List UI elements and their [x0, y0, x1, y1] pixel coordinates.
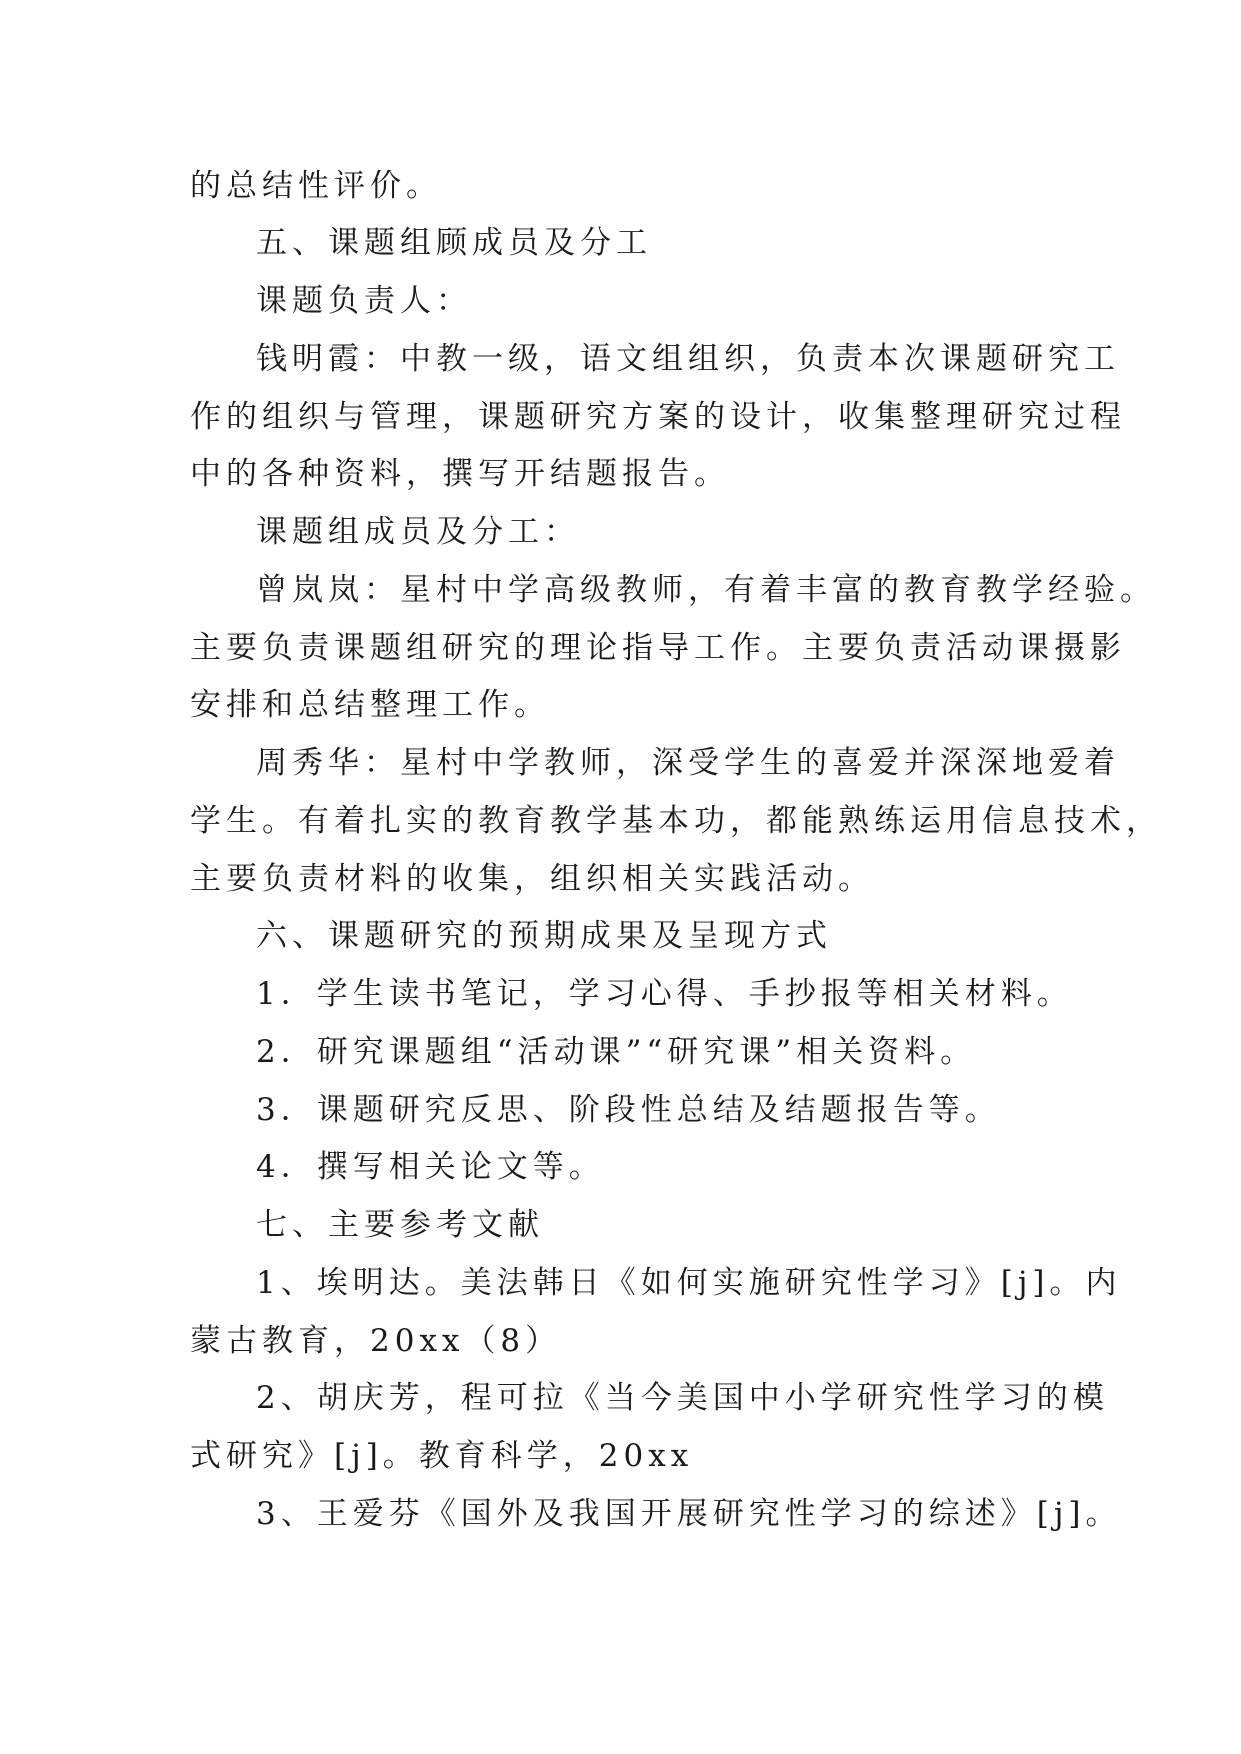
text-line: 中的各种资料，撰写开结题报告。	[190, 456, 730, 492]
text-line: 主要负责课题组研究的理论指导工作。主要负责活动课摄影	[190, 630, 1126, 666]
text-line: 主要负责材料的收集，组织相关实践活动。	[190, 861, 874, 897]
list-item: 2．研究课题组“活动课”“研究课”相关资料。	[256, 1034, 977, 1070]
section-heading: 七、主要参考文献	[256, 1207, 544, 1243]
reference-item: 1、埃明达。美法韩日《如何实施研究性学习》[j]。内	[256, 1265, 1122, 1301]
text-line: 周秀华：星村中学教师，深受学生的喜爱并深深地爱着	[256, 745, 1120, 781]
text-line: 学生。有着扎实的教育教学基本功，都能熟练运用信息技术，	[190, 803, 1162, 839]
text-line: 安排和总结整理工作。	[190, 687, 550, 723]
list-item: 4．撰写相关论文等。	[256, 1149, 605, 1185]
text-line: 的总结性评价。	[190, 168, 442, 204]
text-line: 钱明霞：中教一级，语文组组织，负责本次课题研究工	[256, 341, 1120, 377]
list-item: 1．学生读书笔记，学习心得、手抄报等相关材料。	[256, 976, 1073, 1012]
text-line: 作的组织与管理，课题研究方案的设计，收集整理研究过程	[190, 399, 1126, 435]
text-line: 课题组成员及分工：	[256, 514, 580, 550]
text-line: 课题负责人：	[256, 283, 472, 319]
section-heading: 五、课题组顾成员及分工	[256, 225, 652, 261]
reference-item: 蒙古教育，20xx（8）	[190, 1323, 562, 1359]
reference-item: 式研究》[j]。教育科学，20xx	[190, 1438, 694, 1474]
list-item: 3．课题研究反思、阶段性总结及结题报告等。	[256, 1092, 1001, 1128]
text-line: 曾岚岚：星村中学高级教师，有着丰富的教育教学经验。	[256, 572, 1156, 608]
reference-item: 3、王爱芬《国外及我国开展研究性学习的综述》[j]。	[256, 1496, 1122, 1532]
reference-item: 2、胡庆芳，程可拉《当今美国中小学研究性学习的模	[256, 1380, 1109, 1416]
section-heading: 六、课题研究的预期成果及呈现方式	[256, 918, 832, 954]
